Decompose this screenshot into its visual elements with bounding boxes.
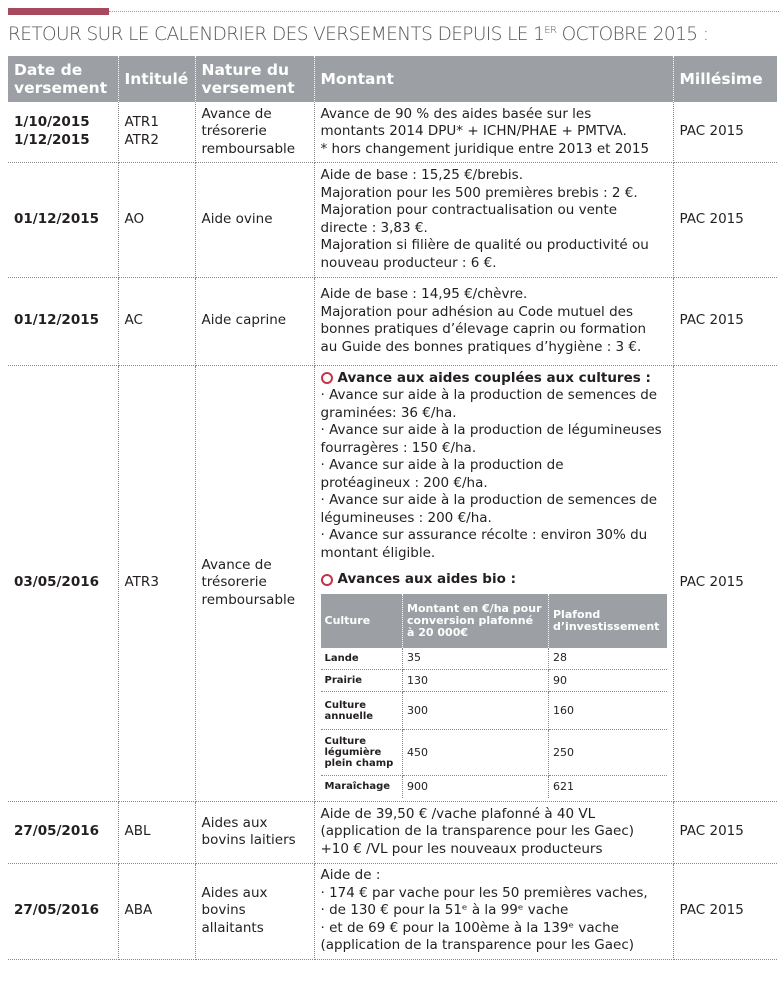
bio-row: [321, 648, 667, 670]
nature-cell: Aides aux bovins allaitants: [195, 863, 314, 959]
montant-cell: Avance aux aides couplées aux cultures : · Avance sur aide à la production de semences de graminées: 36 €/ha. · Avance sur aide à la production de légumineuses fourragères : 150 €/ha. · Avance sur aide à la production de protéagineux : 200 €/ha. · Avance sur aide à la production de semences de légumineuses : 200 €/ha. · Avance sur assurance récolte : environ 30% du montant éligible. Avances aux aides bio : Culture Montant en €/ha pour conversion plafonné à 20 000€ Plafond d’investissement Lande 35 28 Prairie 130 90 Culture annuelle 300 160 Culture légumière plein champ 450 250 Maraîchage 900 621: [314, 365, 673, 801]
bio-plafond-cell: 90: [549, 670, 667, 692]
header-nature: Nature du versement: [195, 56, 314, 102]
nature-cell: Aide caprine: [195, 277, 314, 365]
bio-row: [321, 670, 667, 692]
millesime-cell: PAC 2015: [673, 365, 777, 801]
table-row: [8, 162, 777, 277]
table-row: [8, 365, 777, 801]
bio-row: [321, 776, 667, 798]
table-row: [8, 277, 777, 365]
bio-plafond-cell: 621: [553, 779, 574, 793]
intitule-cell: AO: [118, 162, 195, 277]
montant-cell: Avance de 90 % des aides basée sur les montants 2014 DPU* + ICHN/PHAE + PMTVA. * hors changement juridique entre 2013 et 2015: [314, 102, 673, 162]
bio-row: [321, 730, 667, 776]
nature-cell: Aide ovine: [195, 162, 314, 277]
date-cell: 01/12/2015: [8, 277, 118, 365]
bio-culture-cell: Prairie: [321, 670, 403, 692]
bio-header-culture: Culture: [321, 594, 403, 648]
ring-bullet-icon: [321, 574, 333, 586]
header-date: Date de versement: [8, 56, 118, 102]
bio-plafond-cell: 250: [549, 730, 667, 776]
intitule-cell: AC: [118, 277, 195, 365]
header-intitule: Intitulé: [118, 56, 195, 102]
ring-bullet-icon: [321, 372, 333, 384]
nature-cell: Aides aux bovins laitiers: [195, 801, 314, 863]
date-cell: 27/05/2016: [8, 801, 118, 863]
bio-header-plafond: Plafond d’investissement: [549, 594, 667, 648]
millesime-cell: PAC 2015: [673, 863, 777, 959]
table-row: [8, 863, 777, 959]
header-millesime: Millésime: [673, 56, 777, 102]
millesime-cell: PAC 2015: [673, 277, 777, 365]
bio-culture-cell: Maraîchage: [321, 776, 403, 798]
bio-culture-cell: Lande: [321, 648, 403, 670]
bio-culture-cell: Culture légumière plein champ: [321, 730, 403, 776]
intitule-cell: ABA: [118, 863, 195, 959]
millesime-cell: PAC 2015: [673, 102, 777, 162]
bio-aids-heading: Avances aux aides bio :: [321, 571, 667, 589]
date-cell: 27/05/2016: [8, 863, 118, 959]
bio-montant-cell: 35: [403, 648, 549, 670]
bio-plafond-cell: 28: [549, 648, 667, 670]
header-montant: Montant: [314, 56, 673, 102]
intitule-cell: ATR1 ATR2: [118, 102, 195, 162]
montant-cell: Aide de base : 14,95 €/chèvre. Majoration pour adhésion au Code mutuel des bonnes pratiques d’élevage caprin ou formation au Guide des bonnes pratiques d’hygiène : 3 €.: [314, 277, 673, 365]
date-cell: 01/12/2015: [8, 162, 118, 277]
bio-montant-cell: 300: [403, 692, 549, 730]
bio-aids-table: [321, 594, 667, 798]
bio-culture-cell: Culture annuelle: [321, 692, 403, 730]
coupled-aids-heading: Avance aux aides couplées aux cultures :: [321, 370, 667, 388]
bio-montant-cell: 450: [403, 730, 549, 776]
payments-table: [8, 56, 777, 960]
bio-header-row: [321, 594, 667, 648]
accent-bar: [8, 8, 109, 15]
table-row: [8, 801, 777, 863]
page-title: RETOUR SUR LE CALENDRIER DES VERSEMENTS DEPUIS LE 1ER OCTOBRE 2015 :: [8, 24, 709, 45]
bio-plafond-cell: 160: [549, 692, 667, 730]
montant-cell: Aide de base : 15,25 €/brebis. Majoration pour les 500 premières brebis : 2 €. Majoration pour contractualisation ou vente directe : 3,83 €. Majoration si filière de qualité ou productivité ou nouveau producteur : 6 €.: [314, 162, 673, 277]
date-cell: 1/10/2015 1/12/2015: [8, 102, 118, 162]
top-dotted-rule: [109, 11, 779, 12]
intitule-cell: ATR3: [118, 365, 195, 801]
nature-cell: Avance de trésorerie remboursable: [195, 365, 314, 801]
bio-montant-cell: 900: [403, 776, 549, 798]
bio-montant-cell: 130: [403, 670, 549, 692]
table-row: [8, 102, 777, 162]
montant-cell: Aide de : · 174 € par vache pour les 50 premières vaches, · de 130 € pour la 51ᵉ à la 99ᵉ vache · et de 69 € pour la 100ème à la 139ᵉ vache (application de la transparence pour les Gaec): [314, 863, 673, 959]
bio-row: [321, 692, 667, 730]
bio-header-montant: Montant en €/ha pour conversion plafonné à 20 000€: [403, 594, 549, 648]
intitule-cell: ABL: [118, 801, 195, 863]
table-header-row: [8, 56, 777, 102]
montant-cell: Aide de 39,50 € /vache plafonné à 40 VL (application de la transparence pour les Gaec) +10 € /VL pour les nouveaux producteurs: [314, 801, 673, 863]
nature-cell: Avance de trésorerie remboursable: [195, 102, 314, 162]
date-cell: 03/05/2016: [8, 365, 118, 801]
millesime-cell: PAC 2015: [673, 801, 777, 863]
millesime-cell: PAC 2015: [673, 162, 777, 277]
